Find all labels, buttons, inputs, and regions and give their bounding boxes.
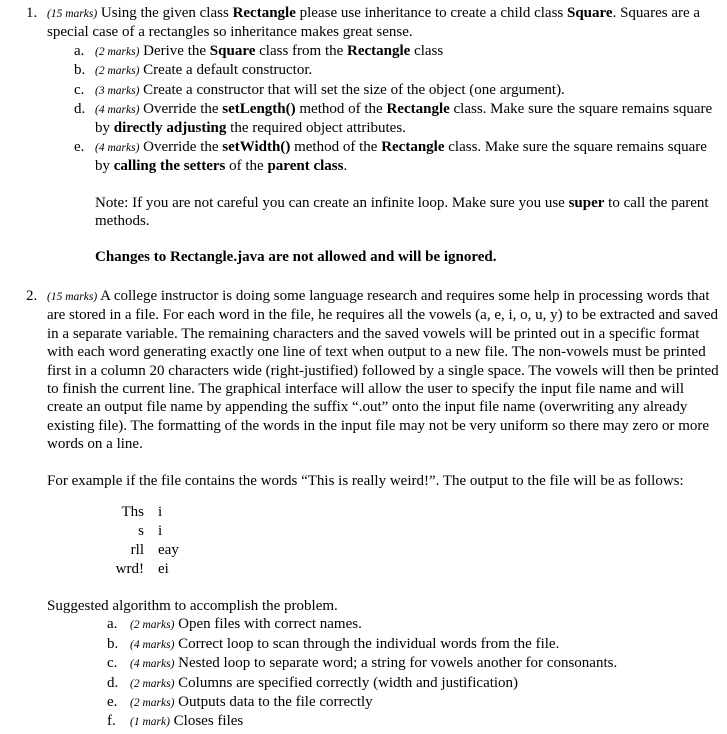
question-1-number: 1. <box>26 5 38 21</box>
question-1-note: Note: If you are not careful you can create an infinite loop. Make sure you use super to call the parent methods. <box>95 194 709 230</box>
algorithm-item-f: f. (1 mark) Closes files <box>107 713 244 730</box>
algorithm-item-c: c. (4 marks) Nested loop to separate word; a string for vowels another for consonants. <box>107 655 618 672</box>
question-1-body <box>47 4 721 267</box>
algorithm-item-a: a. (2 marks) Open files with correct names. <box>107 616 362 633</box>
algorithm-item-e: e. (2 marks) Outputs data to the file correctly <box>107 694 373 711</box>
algorithm-section <box>26 597 721 732</box>
question-1-marks: (15 marks) <box>47 8 98 20</box>
question-2 <box>26 287 721 490</box>
algorithm-item-b: b. (4 marks) Correct loop to scan through the individual words from the file. <box>107 635 560 652</box>
question-1 <box>26 4 721 267</box>
question-1-intro: (15 marks) Using the given class Rectangle please use inheritance to create a child class Square. Squares are a special case of a rectangles so inheritance makes great sense. <box>47 5 701 41</box>
question-2-body <box>47 287 721 490</box>
algorithm-intro: Suggested algorithm to accomplish the problem. <box>47 598 338 614</box>
question-1-item-c: c. (3 marks) Create a constructor that will set the size of the object (one argument). <box>74 81 565 98</box>
question-1-item-a: a. (2 marks) Derive the Square class from the Rectangle class <box>74 42 444 59</box>
question-1-item-e: e. (4 marks) Override the setWidth() method of the Rectangle class. Make sure the square remains square by calling the setters of the parent class. <box>74 138 707 175</box>
question-2-intro: (15 marks) A college instructor is doing some language research and requires some help in processing words that are stored in a file. For each word in the file, he requires all the vowels (a, e, i, o, u, y) to be extracted and saved in a separate variable. The remaining characters and the saved vowels will be printed out in a specific format with each word generating exactly one line of text when output to a new file. The non-vowels must be printed first in a column 20 characters wide (right-justified) followed by a single space. The vowels will then be printed to finish the current line. The graphical interface will allow the user to specify the input file name and will create an output file name by appending the suffix “.out” onto the input file name (overwriting any already existing file). The formatting of the words in the input file may not be very uniform so there may zero or more words on a line. <box>47 288 719 453</box>
question-2-number: 2. <box>26 288 38 304</box>
question-1-item-b: b. (2 marks) Create a default constructor. <box>74 62 313 79</box>
question-2-marks: (15 marks) <box>47 291 98 303</box>
question-1-item-d: d. (4 marks) Override the setLength() method of the Rectangle class. Make sure the square remains square by directly adjusting the required object attributes. <box>74 101 713 137</box>
question-1-warning: Changes to Rectangle.java are not allowed and will be ignored. <box>95 249 497 266</box>
example-output: Ths i s i rll eay wrd! ei <box>115 504 179 577</box>
algorithm-item-d: d. (2 marks) Columns are specified correctly (width and justification) <box>107 674 519 691</box>
example-intro: For example if the file contains the words “This is really weird!”. The output to the file will be as follows: <box>47 472 684 489</box>
